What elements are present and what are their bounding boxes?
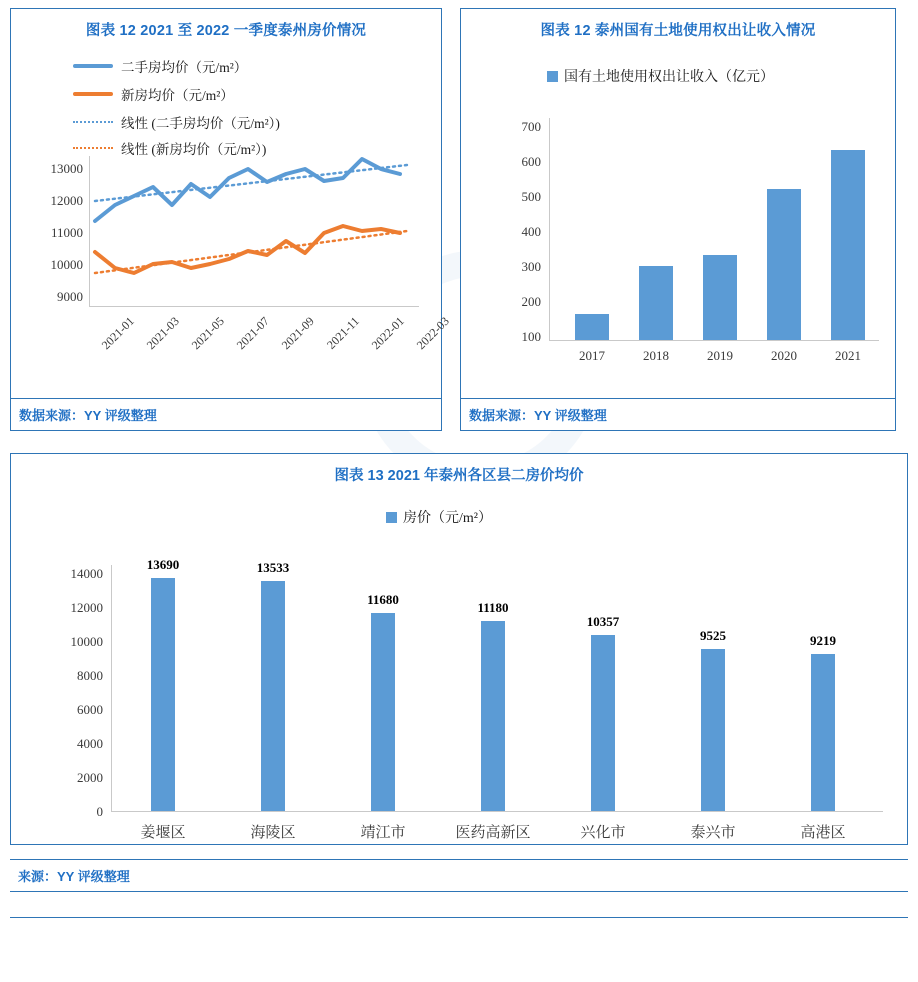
ytick-10000: 10000: [50, 257, 83, 272]
source-district-price: 来源：YY 评级整理: [10, 859, 908, 892]
legend-label-district-price: 房价（元/m²）: [403, 511, 492, 526]
bar-2019: [703, 255, 737, 340]
legend-swatch-icon: [386, 512, 397, 523]
bar-yiyaogaoxin: [481, 621, 505, 811]
bar-2017: [575, 314, 609, 340]
legend-label-secondhand: 二手房均价（元/m²）: [121, 60, 248, 75]
bar-jingjiang: [371, 613, 395, 811]
bar-gaogang: [811, 654, 835, 811]
bar-2018: [639, 266, 673, 340]
bar-label-hailing: 13533: [256, 560, 290, 575]
ytick-500: 500: [521, 189, 541, 204]
ytick-400: 400: [521, 224, 541, 239]
ytick-6000: 6000: [77, 702, 103, 717]
xtick-2021-07: 2021-07: [233, 314, 272, 353]
panel-district-price: [10, 453, 908, 845]
panel-title-district-price: 图表 13 2021 年泰州各区县二房价均价: [334, 468, 584, 484]
chart-district-price: [11, 489, 907, 844]
ytick-300: 300: [521, 259, 541, 274]
ytick-100: 100: [521, 329, 541, 344]
xtick-jingjiang: 靖江市: [360, 825, 406, 841]
legend-label-trend-newhouse: 线性 (新房均价（元/m²）): [121, 142, 267, 157]
x-axis: [549, 340, 879, 341]
legend-line-solid-orange-icon: [73, 92, 113, 96]
xtick-yiyaogaoxin: 医药高新区: [455, 825, 531, 841]
y-axis: [111, 565, 112, 811]
xtick-2020: 2020: [771, 348, 797, 363]
bar-taixing: [701, 649, 725, 811]
ytick-200: 200: [521, 294, 541, 309]
bar-label-yiyaogaoxin: 11180: [477, 600, 509, 615]
ytick-0: 0: [96, 804, 103, 819]
panel-house-price-trend: [10, 8, 452, 431]
legend-line-solid-blue-icon: [73, 64, 113, 68]
legend-item-newhouse: [73, 84, 234, 104]
bar-jiangyan: [151, 578, 175, 811]
panel-title-land-income: 图表 12 泰州国有土地使用权出让收入情况: [540, 23, 816, 39]
source-house-price-trend: 数据来源：YY 评级整理: [11, 398, 441, 430]
ytick-700: 700: [521, 119, 541, 134]
ytick-13000: 13000: [50, 161, 83, 176]
legend-line-dotted-blue-icon: [73, 121, 113, 123]
ytick-8000: 8000: [77, 668, 103, 683]
legend-district-price: [386, 507, 492, 527]
bar-label-jingjiang: 11680: [367, 592, 399, 607]
bar-2021: [831, 150, 865, 340]
ytick-14000: 14000: [70, 566, 103, 581]
ytick-12000: 12000: [50, 193, 83, 208]
legend-label-land-income: 国有土地使用权出让收入（亿元）: [564, 70, 774, 85]
xtick-2021-09: 2021-09: [278, 314, 317, 353]
ytick-2000: 2000: [77, 770, 103, 785]
bar-label-gaogang: 9219: [810, 633, 836, 648]
xtick-2019: 2019: [707, 348, 733, 363]
top-charts-row: [10, 8, 908, 431]
xtick-2022-01: 2022-01: [368, 314, 407, 353]
xtick-hailing: 海陵区: [250, 825, 296, 841]
ytick-11000: 11000: [50, 225, 83, 240]
xtick-2021-03: 2021-03: [143, 314, 182, 353]
xtick-gaogang: 高港区: [800, 825, 846, 841]
legend-label-newhouse: 新房均价（元/m²）: [121, 88, 234, 103]
legend-item-trend-secondhand: [73, 112, 280, 132]
legend-land-income: [547, 66, 774, 86]
ytick-9000: 9000: [57, 289, 83, 304]
bar-label-taixing: 9525: [700, 628, 726, 643]
xtick-2021-05: 2021-05: [188, 314, 227, 353]
xtick-2021-11: 2021-11: [324, 314, 362, 352]
bar-label-xinghua: 10357: [586, 614, 620, 629]
footer-divider: [10, 892, 908, 918]
legend-swatch-icon: [547, 71, 558, 82]
x-axis: [111, 811, 883, 812]
ytick-4000: 4000: [77, 736, 103, 751]
source-land-income: 数据来源：YY 评级整理: [461, 398, 895, 430]
ytick-600: 600: [521, 154, 541, 169]
xtick-2017: 2017: [579, 348, 605, 363]
panel-title-house-price-trend: 图表 12 2021 至 2022 一季度泰州房价情况: [85, 23, 367, 39]
legend-item-secondhand: [73, 56, 247, 76]
xtick-xinghua: 兴化市: [580, 825, 626, 841]
bar-xinghua: [591, 635, 615, 811]
xtick-2021: 2021: [835, 348, 861, 363]
bar-label-jiangyan: 13690: [146, 557, 180, 572]
ytick-12000: 12000: [70, 600, 103, 615]
xtick-jiangyan: 姜堰区: [140, 825, 186, 841]
bar-hailing: [261, 581, 285, 811]
panel-land-income: [460, 8, 896, 431]
legend-label-trend-secondhand: 线性 (二手房均价（元/m²）): [121, 116, 280, 131]
chart-land-income: [461, 48, 895, 398]
xtick-2022-03: 2022-03: [413, 314, 452, 353]
line-series-svg: [89, 143, 429, 313]
xtick-2018: 2018: [643, 348, 669, 363]
chart-house-price-trend: [11, 48, 452, 398]
bar-2020: [767, 189, 801, 340]
xtick-taixing: 泰兴市: [690, 825, 736, 841]
xtick-2021-01: 2021-01: [98, 314, 137, 353]
y-axis: [549, 118, 550, 340]
ytick-10000: 10000: [70, 634, 103, 649]
